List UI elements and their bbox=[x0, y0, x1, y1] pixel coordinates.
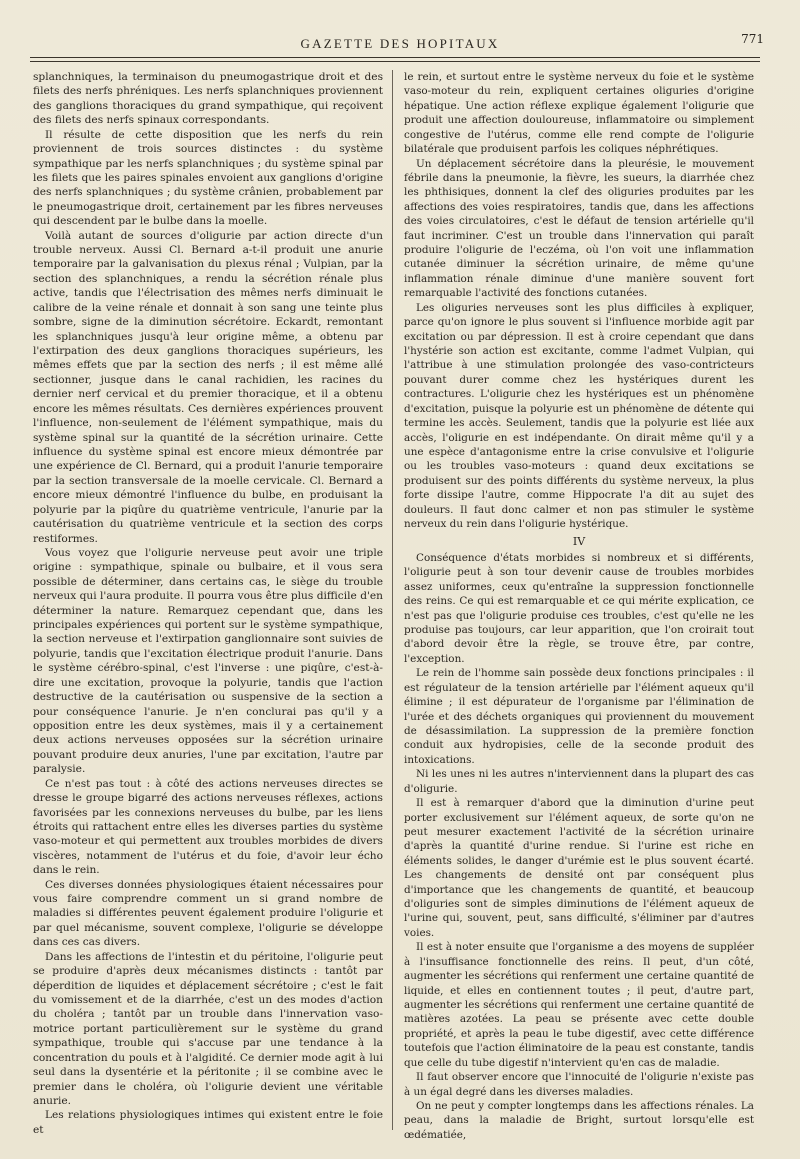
page-number: 771 bbox=[741, 32, 764, 46]
paragraph: Ce n'est pas tout : à côté des actions nerveuses directes se dresse le groupe bigarré des actions nerveuses réflexes, actions favorisées par les connexions nerveuses du bulbe, par les liens étroits qui rattachent entre elles les diverses parties du système vaso-moteur et qui permettent aux troubles morbides de divers viscères, notamment de l'utérus et du foie, d'avoir leur écho dans le rein. bbox=[33, 777, 383, 877]
paragraph: Ni les unes ni les autres n'interviennent dans la plupart des cas d'oligurie. bbox=[404, 768, 754, 795]
paragraph: Il résulte de cette disposition que les nerfs du rein proviennent de trois sources distinctes : du système sympathique par les nerfs splanchniques ; du système spinal par les filets que les paires spinales envoient aux ganglions d'origine des nerfs splanchniques ; du système crânien, probablement par le pneumogastrique droit, certainement par les fibres nerveuses qui descendent par le bulbe dans la moelle. bbox=[33, 128, 383, 228]
paragraph: splanchniques, la terminaison du pneumogastrique droit et des filets des nerfs phréniques. Les nerfs splanchniques proviennent des ganglions thoraciques du grand sympathique, qui reçoivent des filets des nerfs spinaux correspondants. bbox=[33, 71, 383, 127]
paragraph: Un déplacement sécrétoire dans la pleurésie, le mouvement fébrile dans la pneumonie, la fièvre, les sueurs, la diarrhée chez les phthisiques, donnent la clef des oliguries produites par les affections des voies respiratoires, tandis que, dans les affections des voies circulatoires, c'est le défaut de tension artérielle qu'il faut incriminer. C'est un trouble dans l'innervation qui paraît produire l'oligurie de l'eczéma, où l'on voit une inflammation cutanée diminuer la sécrétion urinaire, de même qu'une inflammation rénale diminue d'une manière souvent fort remarquable l'activité des fonctions cutanées. bbox=[404, 157, 754, 300]
paragraph: le rein, et surtout entre le système nerveux du foie et le système vaso-moteur du rein, expliquent certaines oliguries d'origine hépatique. Une action réflexe explique également l'oligurie que produit une affection douloureuse, inflammatoire ou simplement congestive de l'utérus, comme elle rend compte de l'oligurie bilatérale que produisent parfois les coliques néphrétiques. bbox=[404, 71, 754, 156]
left-column bbox=[33, 70, 383, 1137]
paragraph: Il est à noter ensuite que l'organisme a des moyens de suppléer à l'insuffisance fonctionnelle des reins. Il peut, d'un côté, augmenter les sécrétions qui renferment une certaine quantité de liquide, et elles en contiennent toutes ; il peut, d'autre part, augmenter les sécrétions qui renferment une certaine quantité de matières azotées. La peau se présente avec cette double propriété, et après la peau le tube digestif, avec cette différence toutefois que l'action éliminatoire de la peau est constante, tandis que celle du tube digestif n'intervient qu'en cas de maladie. bbox=[404, 941, 754, 1069]
paragraph: Le rein de l'homme sain possède deux fonctions principales : il est régulateur de la tension artérielle par l'élément aqueux qu'il élimine ; il est dépurateur de l'organisme par l'élimination de l'urée et des déchets organiques qui proviennent du mouvement de désassimilation. La suppression de la première fonction conduit aux hydropisies, celle de la seconde produit des intoxications. bbox=[404, 667, 754, 766]
paragraph: Il faut observer encore que l'innocuité de l'oligurie n'existe pas à un égal degré dans les diverses maladies. bbox=[404, 1071, 754, 1098]
section-heading: IV bbox=[572, 534, 586, 548]
paragraph: Il est à remarquer d'abord que la diminution d'urine peut porter exclusivement sur l'élément aqueux, de sorte qu'on ne peut mesurer exactement l'activité de la sécrétion urinaire d'après la quantité d'urine rendue. Si l'urine est riche en éléments solides, le danger d'urémie est le plus souvent écarté. Les changements de densité ont par conséquent plus d'importance que les changements de quantité, et beaucoup d'oliguries sont de simples diminutions de l'élément aqueux de l'urine qui, souvent, peut, sans difficulté, s'éliminer par d'autres voies. bbox=[404, 797, 754, 939]
paragraph: Vous voyez que l'oligurie nerveuse peut avoir une triple origine : sympathique, spinale ou bulbaire, et il vous sera possible de déterminer, dans certains cas, le siège du trouble nerveux qui l'aura produite. Il pourra vous être plus difficile d'en déterminer la nature. Remarquez cependant que, dans les principales expériences qui portent sur le système sympathique, la section nerveuse et l'extirpation ganglionnaire sont suivies de polyurie, tandis que l'excitation électrique produit l'anurie. Dans le système cérébro-spinal, c'est l'inverse : une piqûre, c'est-à-dire une excitation, provoque la polyurie, tandis que l'action destructive de la cautérisation ou suspensive de la section a pour conséquence l'anurie. Je n'en conclurai pas qu'il y a opposition entre les deux systèmes, mais il y a certainement deux actions nerveuses opposées sur la sécrétion urinaire pouvant produire deux anuries, l'une par excitation, l'autre par paralysie. bbox=[33, 546, 383, 776]
page-header bbox=[30, 32, 770, 58]
column-divider bbox=[392, 70, 393, 1130]
header-rule-thin bbox=[30, 61, 760, 62]
paragraph: Conséquence d'états morbides si nombreux et si différents, l'oligurie peut à son tour devenir cause de troubles morbides assez uniformes, ceux qu'entraîne la suppression fonctionnelle des reins. Ce qui est remarquable et ce qui mérite explication, ce n'est pas que l'oligurie produise ces troubles, c'est qu'elle ne les produise pas toujours, car leur apparition, que l'on croirait tout d'abord devoir être la règle, se trouve être, par contre, l'exception. bbox=[404, 551, 754, 665]
right-column bbox=[404, 70, 754, 1142]
paragraph: On ne peut y compter longtemps dans les affections rénales. La peau, dans la maladie de Bright, surtout lorsqu'elle est œdématiée, bbox=[404, 1099, 754, 1141]
paragraph: Dans les affections de l'intestin et du péritoine, l'oligurie peut se produire d'après deux mécanismes distincts : tantôt par déperdition de liquides et déplacement sécrétoire ; c'est le fait du vomissement et de la diarrhée, c'est un des modes d'action du choléra ; tantôt par un trouble dans l'innervation vaso-motrice portant particulièrement sur le système du grand sympathique, trouble qui s'accuse par une tendance à la concentration du pouls et à l'algidité. Ce dernier mode agit à lui seul dans la dysentérie et la péritonite ; il se combine avec le premier dans le choléra, où l'oligurie devient une véritable anurie. bbox=[33, 950, 383, 1107]
journal-title: GAZETTE DES HOPITAUX bbox=[300, 36, 500, 51]
paragraph: Ces diverses données physiologiques étaient nécessaires pour vous faire comprendre comment un si grand nombre de maladies si différentes peuvent également produire l'oligurie et par quel mécanisme, souvent complexe, l'oligurie se développe dans ces cas divers. bbox=[33, 878, 383, 949]
paragraph: Les oliguries nerveuses sont les plus difficiles à expliquer, parce qu'on ignore le plus souvent si l'influence morbide agit par excitation ou par dépression. Il est à croire cependant que dans l'hystérie son action est excitante, comme l'admet Vulpian, qui l'attribue à une stimulation prolongée des vaso-contricteurs pouvant durer comme chez les hystériques durent les contractures. L'oligurie chez les hystériques est un phénomène d'excitation, puisque la polyurie est un phénomène de détente qui termine les accès. Seulement, tandis que la polyurie est liée aux accès, l'oligurie en est indépendante. On dirait même qu'il y a une espèce d'antagonisme entre la crise convulsive et l'oligurie ou les troubles vaso-moteurs : quand deux excitations se produisent sur des points différents du système nerveux, la plus forte dissipe l'autre, comme Hippocrate l'a dit au sujet des douleurs. Il faut donc calmer et non pas stimuler le système nerveux du rein dans l'oligurie hystérique. bbox=[404, 301, 754, 531]
header-rule bbox=[30, 57, 760, 58]
paragraph: Voilà autant de sources d'oligurie par action directe d'un trouble nerveux. Aussi Cl. Bernard a-t-il produit une anurie temporaire par la galvanisation du plexus rénal ; Vulpian, par la section des splanchniques, a rendu la sécrétion rénale plus active, tandis que l'électrisation des mêmes nerfs diminuait le calibre de la veine rénale et donnait à son sang une teinte plus sombre, signe de la diminution sécrétoire. Eckardt, remontant les splanchniques jusqu'à leur origine même, a obtenu par l'extirpation des deux ganglions thoraciques supérieurs, les mêmes effets que par la section des nerfs ; il est même allé sectionner, jusque dans le canal rachidien, les racines du dernier nerf cervical et du premier thoracique, et il a obtenu encore les mêmes résultats. Ces dernières expériences prouvent l'influence, non-seulement de l'élément sympathique, mais du système spinal sur la quantité de la sécrétion urinaire. Cette influence du système spinal est encore mieux démontrée par une expérience de Cl. Bernard, qui a produit l'anurie temporaire par la section transversale de la moelle cervicale. Cl. Bernard a encore mieux démontré l'influence du bulbe, en produisant la polyurie par la piqûre du quatrième ventricule, l'anurie par la cautérisation du quatrième ventricule et la section des corps restiformes. bbox=[33, 229, 383, 545]
paragraph: Les relations physiologiques intimes qui existent entre le foie et bbox=[33, 1109, 383, 1136]
